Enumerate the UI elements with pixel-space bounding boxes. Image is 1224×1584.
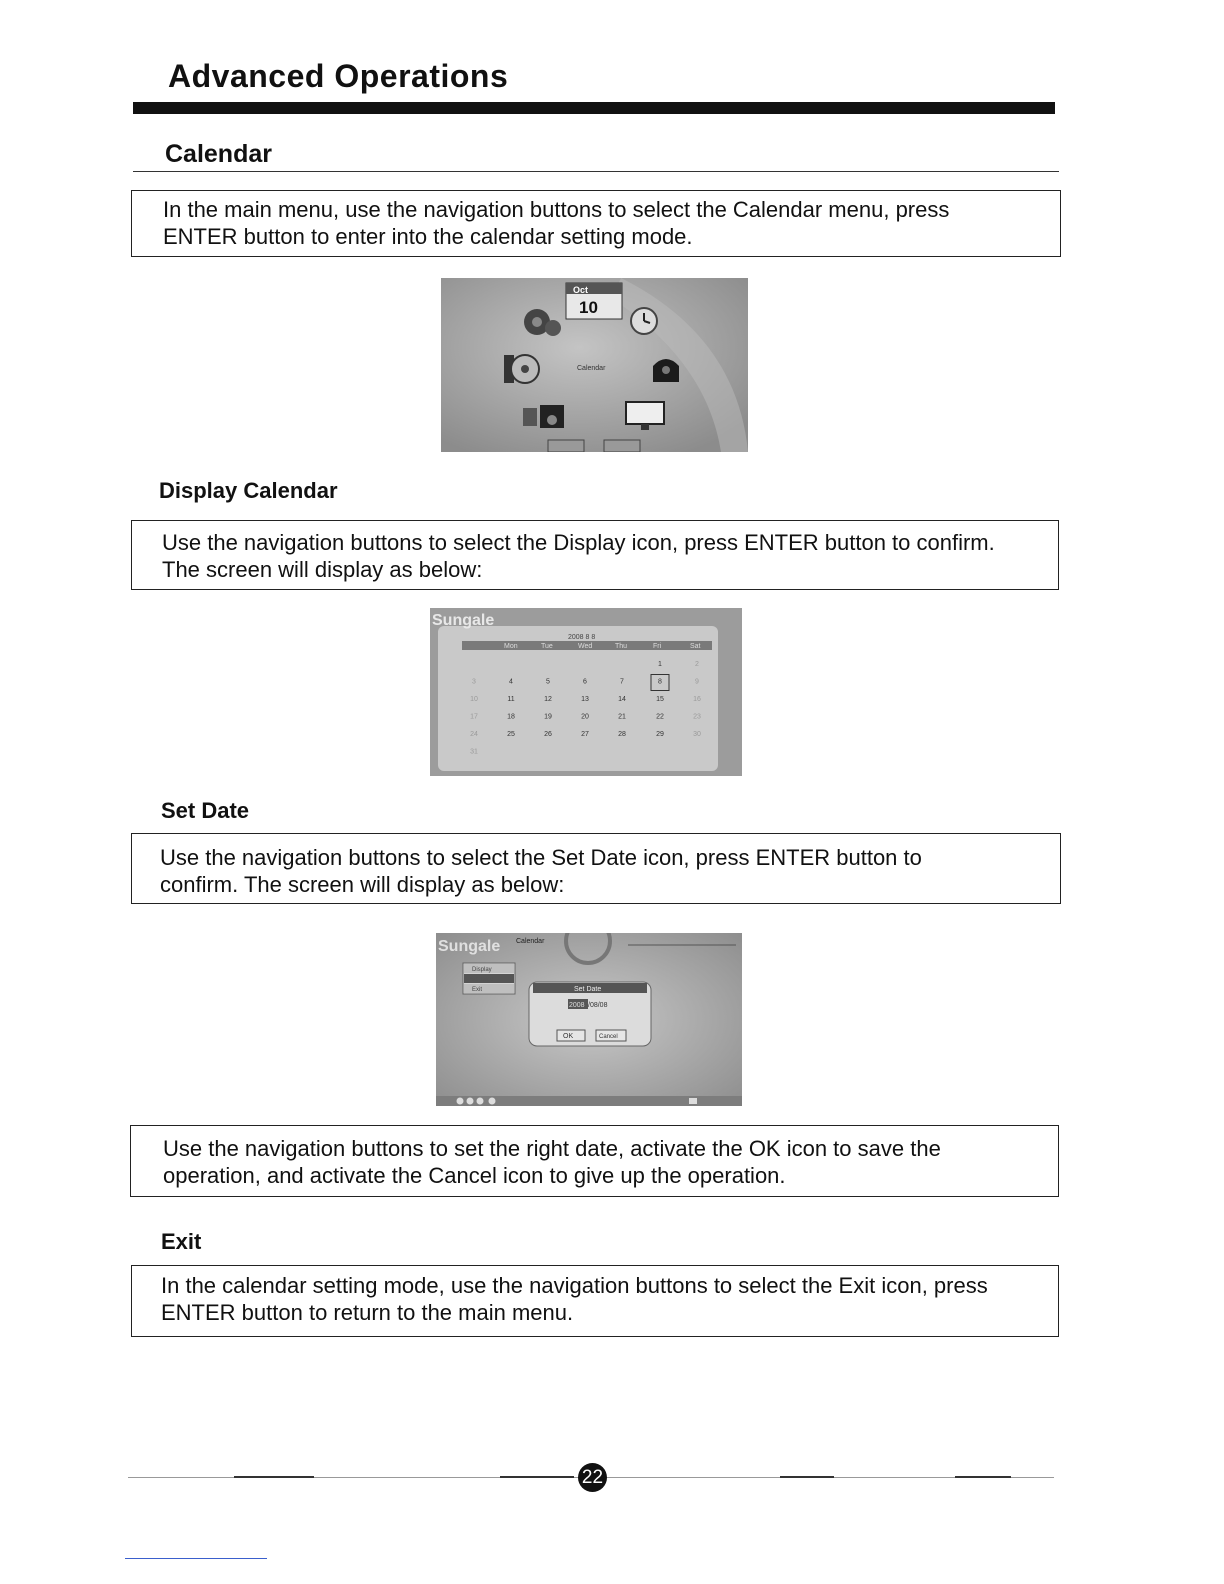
year-value: 2008	[569, 1002, 585, 1009]
calendar-icon[interactable]	[566, 283, 622, 319]
alarm-icon[interactable]	[653, 359, 679, 382]
calendar-day-cell[interactable]: 29	[656, 731, 664, 738]
calendar-brand-logo: Sungale	[432, 612, 495, 629]
toolbar-button-4[interactable]	[489, 1098, 496, 1105]
footer-dash-1	[234, 1476, 314, 1478]
calendar-day-cell[interactable]: 13	[581, 696, 589, 703]
calendar-day-cell[interactable]: 27	[581, 731, 589, 738]
calendar-weekday-wed: Wed	[578, 643, 593, 650]
calendar-day-cell[interactable]: 20	[581, 713, 589, 721]
calendar-icon-month: Oct	[573, 285, 589, 295]
calendar-day-cell[interactable]: 12	[544, 696, 552, 703]
calendar-day-cell[interactable]: 15	[656, 696, 664, 703]
set-date-note-line-1: Use the navigation buttons to set the right date, activate the OK icon to save the	[163, 1136, 941, 1161]
set-date-dialog	[529, 982, 651, 1046]
calendar-day-cell[interactable]: 14	[618, 696, 626, 703]
set-date-line-1: Use the navigation buttons to select the Set Date icon, press ENTER button to	[160, 845, 922, 870]
page-number: 22	[578, 1463, 607, 1492]
calendar-day-cell[interactable]: 8	[658, 678, 662, 686]
page-heading: Advanced Operations	[168, 58, 509, 94]
music-icon[interactable]	[604, 440, 640, 452]
dialog-title: Set Date	[574, 986, 602, 993]
set-date-header-label: Calendar	[516, 938, 545, 945]
display-calendar-line-2: The screen will display as below:	[162, 557, 483, 582]
calendar-weekday-thu: Thu	[615, 643, 628, 650]
set-date-note-line-2: operation, and activate the Cancel icon to give up the operation.	[163, 1163, 786, 1188]
calendar-icon-day: 10	[579, 298, 598, 317]
calendar-day-cell[interactable]: 3	[472, 678, 476, 686]
calendar-day-cell[interactable]: 31	[470, 748, 478, 756]
intro-box	[131, 190, 1061, 257]
main-menu-screenshot	[441, 278, 748, 452]
calendar-day-cell[interactable]: 21	[618, 713, 626, 721]
calendar-day-cell[interactable]: 26	[544, 731, 552, 738]
calendar-day-cell[interactable]: 30	[693, 731, 701, 738]
cancel-button-label: Cancel	[599, 1034, 618, 1040]
bottom-link-line	[125, 1558, 267, 1559]
date-rest-value: /08/08	[588, 1002, 608, 1009]
set-date-note-box	[130, 1125, 1059, 1197]
photo-icon[interactable]	[548, 440, 584, 452]
intro-line-1: In the main menu, use the navigation buttons to select the Calendar menu, press	[163, 197, 950, 222]
exit-line-2: ENTER button to return to the main menu.	[161, 1300, 574, 1325]
exit-title: Exit	[161, 1229, 202, 1254]
toolbar-button-3[interactable]	[477, 1098, 484, 1105]
section-rule	[133, 171, 1059, 172]
menu-item-set-date-label: Set Date	[470, 977, 494, 983]
calendar-day-cell[interactable]: 5	[546, 678, 550, 686]
calendar-day-cell[interactable]: 11	[507, 696, 515, 703]
calendar-day-cell[interactable]: 16	[693, 696, 701, 703]
display-calendar-line-1: Use the navigation buttons to select the Display icon, press ENTER button to confirm.	[162, 530, 995, 555]
speaker-icon[interactable]	[523, 405, 564, 428]
ok-button-label: OK	[563, 1033, 574, 1040]
calendar-day-cell[interactable]: 17	[470, 713, 478, 721]
calendar-day-cell[interactable]: 23	[693, 713, 701, 721]
calendar-weekday-sat: Sat	[690, 643, 701, 650]
main-menu-center-label: Calendar	[577, 365, 606, 372]
calendar-day-cell[interactable]: 10	[470, 696, 478, 703]
menu-item-exit-label: Exit	[472, 987, 483, 993]
calendar-weekday-mon: Mon	[504, 643, 518, 650]
calendar-day-cell[interactable]: 9	[695, 678, 699, 686]
footer-dash-2	[500, 1476, 574, 1478]
set-date-brand-logo: Sungale	[438, 938, 501, 955]
menu-item-display-label: Display	[472, 967, 492, 973]
calendar-day-cell[interactable]: 6	[583, 678, 587, 686]
set-date-screenshot	[436, 933, 742, 1106]
toolbar-button-1[interactable]	[457, 1098, 464, 1105]
exit-box	[131, 1265, 1059, 1337]
footer-dash-4	[955, 1476, 1011, 1478]
calendar-day-cell[interactable]: 24	[470, 731, 478, 738]
clock-icon[interactable]	[631, 308, 657, 334]
calendar-day-cell[interactable]: 22	[656, 713, 664, 721]
film-reel-icon[interactable]	[504, 355, 539, 383]
calendar-day-cell[interactable]: 25	[507, 731, 515, 738]
section-title: Calendar	[165, 140, 272, 168]
calendar-day-cell[interactable]: 7	[620, 678, 624, 686]
exit-line-1: In the calendar setting mode, use the navigation buttons to select the Exit icon, press	[161, 1273, 988, 1298]
footer-dash-3	[780, 1476, 834, 1478]
calendar-day-cell[interactable]: 19	[544, 713, 552, 721]
calendar-day-cell[interactable]: 2	[695, 661, 699, 668]
intro-line-2: ENTER button to enter into the calendar setting mode.	[163, 224, 693, 249]
calendar-day-cell[interactable]: 1	[658, 661, 662, 668]
calendar-weekday-tue: Tue	[541, 643, 553, 650]
calendar-day-cell[interactable]: 28	[618, 731, 626, 738]
calendar-day-cell[interactable]: 4	[509, 678, 513, 686]
display-calendar-title: Display Calendar	[159, 478, 338, 503]
set-date-box	[131, 833, 1061, 904]
set-date-line-2: confirm. The screen will display as below:	[160, 872, 565, 897]
heading-bar	[133, 102, 1055, 114]
calendar-day-cell[interactable]: 18	[507, 713, 515, 721]
calendar-screenshot	[430, 608, 742, 776]
calendar-date-header: 2008 8 8	[568, 634, 596, 641]
set-date-title: Set Date	[161, 798, 250, 823]
calendar-weekday-fri: Fri	[653, 643, 662, 650]
toolbar-button-2[interactable]	[467, 1098, 474, 1105]
display-calendar-box	[131, 520, 1059, 590]
set-date-side-menu	[463, 963, 515, 994]
play-icon[interactable]	[689, 1098, 697, 1104]
